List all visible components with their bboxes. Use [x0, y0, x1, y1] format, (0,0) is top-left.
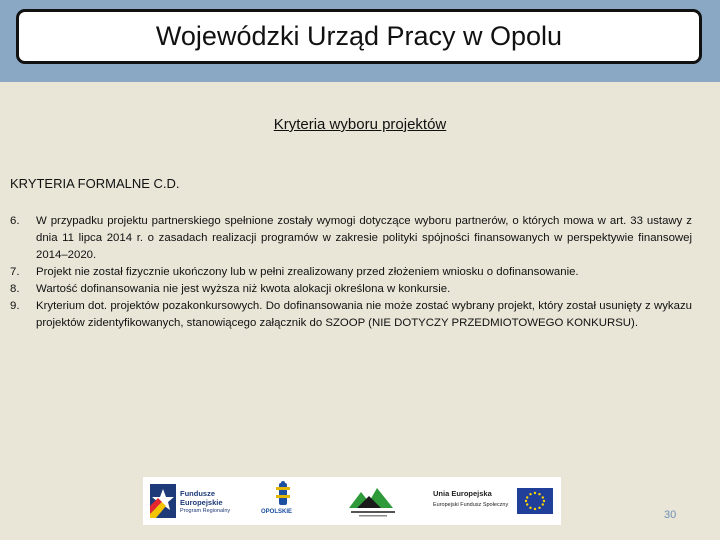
logo-strip: [143, 477, 561, 525]
opolskie-text: OPOLSKIE: [261, 509, 293, 515]
list-item: [10, 281, 692, 298]
item-number: 7.: [10, 266, 20, 278]
eu-flag-icon: [517, 488, 553, 514]
fe-line1: Fundusze: [180, 489, 215, 498]
fe-line2: Europejskie: [180, 497, 223, 507]
opolskie-emblem-icon: [255, 481, 311, 509]
item-number: 8.: [10, 283, 20, 295]
item-text: Wartość dofinansowania nie jest wyższa niż kwota alokacji określona w konkursie.: [36, 283, 451, 295]
subtitle-text: Kryteria wyboru projektów: [273, 116, 447, 133]
criteria-list: [10, 213, 692, 332]
ue-subtitle: Europejski Fundusz Społeczny: [433, 502, 509, 508]
page-number: 30: [664, 509, 677, 521]
unia-europejska-logo: [433, 485, 557, 519]
list-item: [10, 213, 692, 264]
wup-logo: [343, 482, 403, 522]
item-text: Kryterium dot. projektów pozakonkursowych. Do dofinansowania nie może zostać wybrany projekt, który został usunięty z wykazu projektów zidentyfikowanych, stanowiącego załącznik do SZOOP (NIE DOTYCZY PRZEDMIOTOWEGO KONKURSU).: [36, 300, 692, 329]
fundusze-europejskie-logo: [148, 480, 236, 522]
fe-line3: Program Regionalny: [180, 508, 231, 514]
fe-star-icon: [148, 480, 178, 522]
item-text: W przypadku projektu partnerskiego spełnione zostały wymogi dotyczące wyboru partnerów, o których mowa w art. 33 ustawy z dnia 11 lipca 2014 r. o zasadach realizacji programów w zakresie polityki spójności finansowanych w perspektywie finansowej 2014–2020.: [36, 215, 692, 261]
item-number: 6.: [10, 215, 20, 227]
item-number: 9.: [10, 300, 20, 312]
fe-text: [180, 490, 230, 516]
wup-mountains-icon: [343, 482, 403, 522]
section-heading: KRYTERIA FORMALNE C.D.: [10, 176, 180, 191]
header-band: [0, 0, 720, 82]
list-item: [10, 264, 692, 281]
title-box: [16, 9, 702, 64]
list-item: [10, 298, 692, 332]
slide-subtitle: [0, 116, 720, 133]
page-title: Wojewódzki Urząd Pracy w Opolu: [155, 21, 563, 51]
ue-title: Unia Europejska: [433, 489, 492, 498]
opolskie-logo: [255, 481, 311, 521]
item-text: Projekt nie został fizycznie ukończony lub w pełni zrealizowany przed złożeniem wniosku o dofinansowanie.: [36, 266, 579, 278]
